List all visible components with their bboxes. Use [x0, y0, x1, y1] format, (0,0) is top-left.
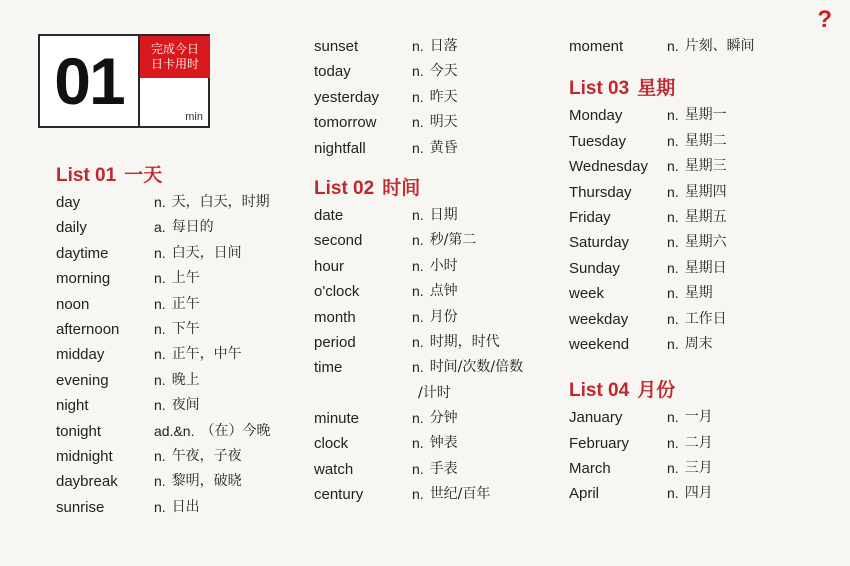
vocab-meaning: 星期四	[684, 183, 727, 200]
vocab-row	[56, 469, 270, 494]
vocab-word: Monday	[569, 107, 623, 125]
vocab-row	[569, 405, 755, 430]
vocab-part-of-speech: n.	[154, 295, 166, 312]
vocab-row	[314, 136, 523, 161]
vocab-meaning: 正午	[171, 295, 200, 312]
vocab-word: date	[314, 206, 344, 224]
vocab-meaning: 星期五	[684, 208, 727, 225]
vocab-word: sunset	[314, 38, 359, 55]
vocab-row	[314, 110, 523, 135]
vocab-meaning: 上午	[171, 270, 200, 287]
help-icon[interactable]: ?	[817, 6, 832, 33]
vocab-part-of-speech: n.	[412, 232, 424, 249]
vocab-part-of-speech: n.	[154, 397, 166, 414]
vocab-word: evening	[56, 371, 109, 389]
list-title-en: List 01	[56, 165, 117, 186]
vocab-word: daytime	[56, 244, 109, 262]
vocab-part-of-speech: n.	[667, 183, 679, 200]
vocab-word: daybreak	[56, 473, 118, 491]
vocab-meaning: 手表	[429, 460, 458, 477]
vocab-row	[56, 241, 270, 266]
vocab-row	[569, 205, 755, 230]
vocab-word: Saturday	[569, 234, 630, 252]
list-02-items	[314, 203, 523, 508]
list-01-title	[56, 160, 270, 190]
vocab-word	[314, 381, 412, 406]
vocab-part-of-speech: n.	[154, 346, 166, 363]
vocab-row	[569, 332, 755, 357]
vocab-word: Tuesday	[569, 132, 626, 150]
vocab-word: second	[314, 232, 363, 250]
vocab-meaning: 明天	[429, 114, 458, 131]
vocab-word: week	[569, 285, 605, 303]
vocab-meaning: 正午，中午	[171, 346, 242, 363]
checkin-line-2: 日卡用时	[150, 57, 199, 71]
vocab-row	[56, 368, 270, 393]
vocab-row	[569, 456, 755, 481]
day-number: 01	[40, 36, 140, 126]
vocab-word: February	[569, 434, 630, 452]
vocab-word: Friday	[569, 208, 611, 226]
vocab-part-of-speech: n.	[154, 270, 166, 287]
checkin-label	[140, 36, 210, 78]
vocab-word: noon	[56, 295, 90, 313]
vocab-word: Thursday	[569, 183, 632, 201]
vocab-meaning: 星期	[684, 285, 713, 302]
vocab-row	[56, 342, 270, 367]
vocab-row	[569, 180, 755, 205]
vocab-part-of-speech: n.	[667, 485, 679, 502]
vocab-word: midday	[56, 346, 105, 364]
vocab-word: night	[56, 397, 89, 415]
vocab-meaning: 三月	[684, 460, 713, 477]
vocab-row	[314, 381, 523, 406]
vocab-meaning: 时期，时代	[429, 333, 500, 350]
vocab-part-of-speech: n.	[154, 473, 166, 490]
vocab-part-of-speech: n.	[667, 107, 679, 124]
vocab-word: tonight	[56, 422, 102, 440]
vocab-word: clock	[314, 435, 349, 453]
vocab-row	[569, 103, 755, 128]
time-unit: min	[185, 111, 203, 123]
vocab-word: sunrise	[56, 498, 105, 516]
vocab-row	[56, 215, 270, 240]
vocab-row	[314, 330, 523, 355]
list-title-zh: 一天	[124, 164, 163, 186]
vocab-word: morning	[56, 270, 111, 288]
vocab-meaning: 每日的	[171, 219, 214, 236]
list-04-items	[569, 405, 755, 507]
vocab-part-of-speech: n.	[412, 308, 424, 325]
vocab-part-of-speech: n.	[667, 460, 679, 477]
vocab-word: o'clock	[314, 283, 360, 301]
vocab-word: weekday	[569, 310, 629, 328]
vocab-meaning: 午夜，子夜	[171, 447, 242, 464]
vocab-part-of-speech: n.	[412, 38, 424, 54]
vocab-word: Wednesday	[569, 158, 648, 176]
vocab-meaning: 黎明，破晓	[171, 473, 242, 490]
vocab-word: minute	[314, 410, 360, 428]
column-2	[314, 34, 523, 508]
vocab-meaning: 日期	[429, 206, 458, 223]
vocab-meaning: 工作日	[684, 310, 727, 327]
vocab-row	[314, 85, 523, 110]
vocab-meaning: 白天，日间	[171, 244, 242, 261]
vocab-part-of-speech: n.	[412, 435, 424, 452]
list-02-title	[314, 173, 523, 203]
vocab-meaning: 日出	[171, 498, 200, 515]
vocab-part-of-speech: n.	[667, 132, 679, 149]
vocab-meaning: 秒/第二	[429, 232, 477, 249]
vocab-row	[569, 256, 755, 281]
vocab-word: nightfall	[314, 139, 366, 157]
vocab-row	[569, 281, 755, 306]
vocab-meaning: 世纪/百年	[429, 486, 491, 503]
vocab-word: watch	[314, 460, 354, 478]
list-title-zh: 月份	[637, 379, 676, 402]
vocab-word: yesterday	[314, 88, 380, 106]
vocab-part-of-speech: n.	[412, 206, 424, 223]
vocab-part-of-speech: n.	[154, 320, 166, 337]
vocab-word: weekend	[569, 335, 630, 353]
vocab-word: period	[314, 333, 356, 351]
vocab-word: century	[314, 486, 364, 504]
vocab-meaning: 二月	[684, 434, 713, 451]
vocab-part-of-speech: a.	[154, 219, 166, 236]
list-01-continued	[314, 34, 523, 161]
vocab-meaning: /计时	[418, 384, 451, 401]
vocab-meaning: 黄昏	[429, 139, 458, 156]
column-1	[56, 160, 270, 520]
vocab-part-of-speech: n.	[667, 335, 679, 352]
vocab-row	[56, 317, 270, 342]
vocab-word: tomorrow	[314, 114, 377, 132]
vocab-part-of-speech: n.	[154, 194, 166, 210]
checkin-line-1: 完成今日	[150, 42, 199, 56]
list-title-en: List 03	[569, 78, 630, 100]
vocab-row	[569, 154, 755, 179]
vocab-meaning: 四月	[684, 485, 713, 502]
vocab-meaning: 日落	[429, 38, 458, 54]
vocab-word: time	[314, 359, 343, 377]
vocab-meaning: 天，白天，时期	[171, 194, 270, 210]
vocab-part-of-speech: n.	[667, 434, 679, 451]
vocab-part-of-speech: n.	[667, 234, 679, 251]
vocab-row	[314, 431, 523, 456]
vocab-row	[314, 254, 523, 279]
vocab-part-of-speech: n.	[412, 139, 424, 156]
vocab-meaning: 片刻、瞬间	[684, 38, 755, 54]
vocab-part-of-speech: n.	[412, 88, 424, 105]
vocab-word: today	[314, 63, 351, 81]
vocab-part-of-speech: n.	[667, 208, 679, 225]
vocab-part-of-speech: n.	[412, 486, 424, 503]
vocab-part-of-speech: n.	[667, 259, 679, 276]
vocab-meaning: 小时	[429, 257, 458, 274]
vocab-row	[314, 457, 523, 482]
vocab-row	[569, 34, 755, 59]
vocab-row	[314, 305, 523, 330]
list-title-zh: 星期	[637, 77, 676, 100]
vocab-row	[314, 406, 523, 431]
vocab-meaning: 晚上	[171, 371, 200, 388]
vocab-row	[314, 482, 523, 507]
vocab-word: month	[314, 308, 356, 326]
list-03-title	[569, 73, 755, 103]
list-title-en: List 04	[569, 380, 630, 402]
vocab-word: midnight	[56, 447, 113, 465]
column-3	[569, 34, 755, 507]
vocab-meaning: 星期一	[684, 107, 727, 124]
vocab-part-of-speech: n.	[667, 38, 679, 54]
vocab-meaning: 钟表	[429, 435, 458, 452]
list-03-items	[569, 103, 755, 357]
vocab-part-of-speech: n.	[667, 310, 679, 327]
vocab-row	[569, 129, 755, 154]
vocab-row	[314, 203, 523, 228]
vocab-row	[56, 190, 270, 215]
vocab-meaning: 夜间	[171, 397, 200, 414]
vocab-word: hour	[314, 257, 345, 275]
vocab-word: afternoon	[56, 320, 120, 338]
vocab-meaning: 下午	[171, 320, 200, 337]
vocab-part-of-speech: n.	[154, 498, 166, 515]
vocab-word: March	[569, 460, 611, 478]
vocab-meaning: 今天	[429, 63, 458, 80]
vocab-row	[56, 419, 270, 444]
vocab-part-of-speech: n.	[412, 460, 424, 477]
vocab-meaning: 星期三	[684, 158, 727, 175]
list-01-items	[56, 190, 270, 520]
vocab-row	[314, 279, 523, 304]
vocab-meaning: 星期六	[684, 234, 727, 251]
vocab-meaning: （在）今晚	[200, 422, 271, 439]
vocab-part-of-speech: n.	[667, 285, 679, 302]
vocab-meaning: 点钟	[429, 283, 458, 300]
vocab-row	[56, 495, 270, 520]
vocab-row	[314, 59, 523, 84]
vocab-row	[569, 307, 755, 332]
vocab-row	[314, 355, 523, 380]
vocab-part-of-speech: n.	[412, 114, 424, 131]
vocab-word: April	[569, 485, 600, 503]
vocab-meaning: 时间/次数/倍数	[429, 359, 524, 376]
vocab-row	[569, 481, 755, 506]
vocab-part-of-speech: n.	[412, 333, 424, 350]
vocab-row	[569, 431, 755, 456]
vocab-meaning: 昨天	[429, 88, 458, 105]
vocab-word: daily	[56, 219, 87, 237]
vocab-meaning: 一月	[684, 409, 713, 426]
vocab-meaning: 周末	[684, 335, 713, 352]
vocab-meaning: 月份	[429, 308, 458, 325]
vocab-part-of-speech: n.	[412, 63, 424, 80]
vocab-word: day	[56, 194, 81, 211]
vocab-part-of-speech: n.	[667, 409, 679, 426]
day-card	[38, 34, 210, 128]
list-02-continued	[569, 34, 755, 59]
vocab-part-of-speech: n.	[412, 283, 424, 300]
list-04-title	[569, 375, 755, 405]
vocab-word: moment	[569, 38, 624, 55]
vocab-part-of-speech: n.	[154, 371, 166, 388]
vocab-meaning: 分钟	[429, 410, 458, 427]
vocab-part-of-speech: n.	[412, 359, 424, 376]
vocab-row	[314, 34, 523, 59]
vocab-part-of-speech: ad.&n.	[154, 422, 195, 439]
vocab-word: January	[569, 409, 623, 427]
vocab-part-of-speech: n.	[412, 257, 424, 274]
vocab-row	[56, 393, 270, 418]
vocab-row	[569, 230, 755, 255]
vocab-meaning: 星期二	[684, 132, 727, 149]
vocab-row	[56, 444, 270, 469]
list-title-zh: 时间	[382, 176, 421, 199]
vocab-part-of-speech: n.	[667, 158, 679, 175]
vocab-row	[56, 292, 270, 317]
vocab-row	[314, 228, 523, 253]
vocab-row	[56, 266, 270, 291]
vocab-meaning: 星期日	[684, 259, 727, 276]
vocab-part-of-speech: n.	[154, 244, 166, 261]
vocab-part-of-speech: n.	[154, 447, 166, 464]
vocab-word: Sunday	[569, 259, 620, 277]
vocab-part-of-speech: n.	[412, 410, 424, 427]
list-title-en: List 02	[314, 177, 375, 199]
